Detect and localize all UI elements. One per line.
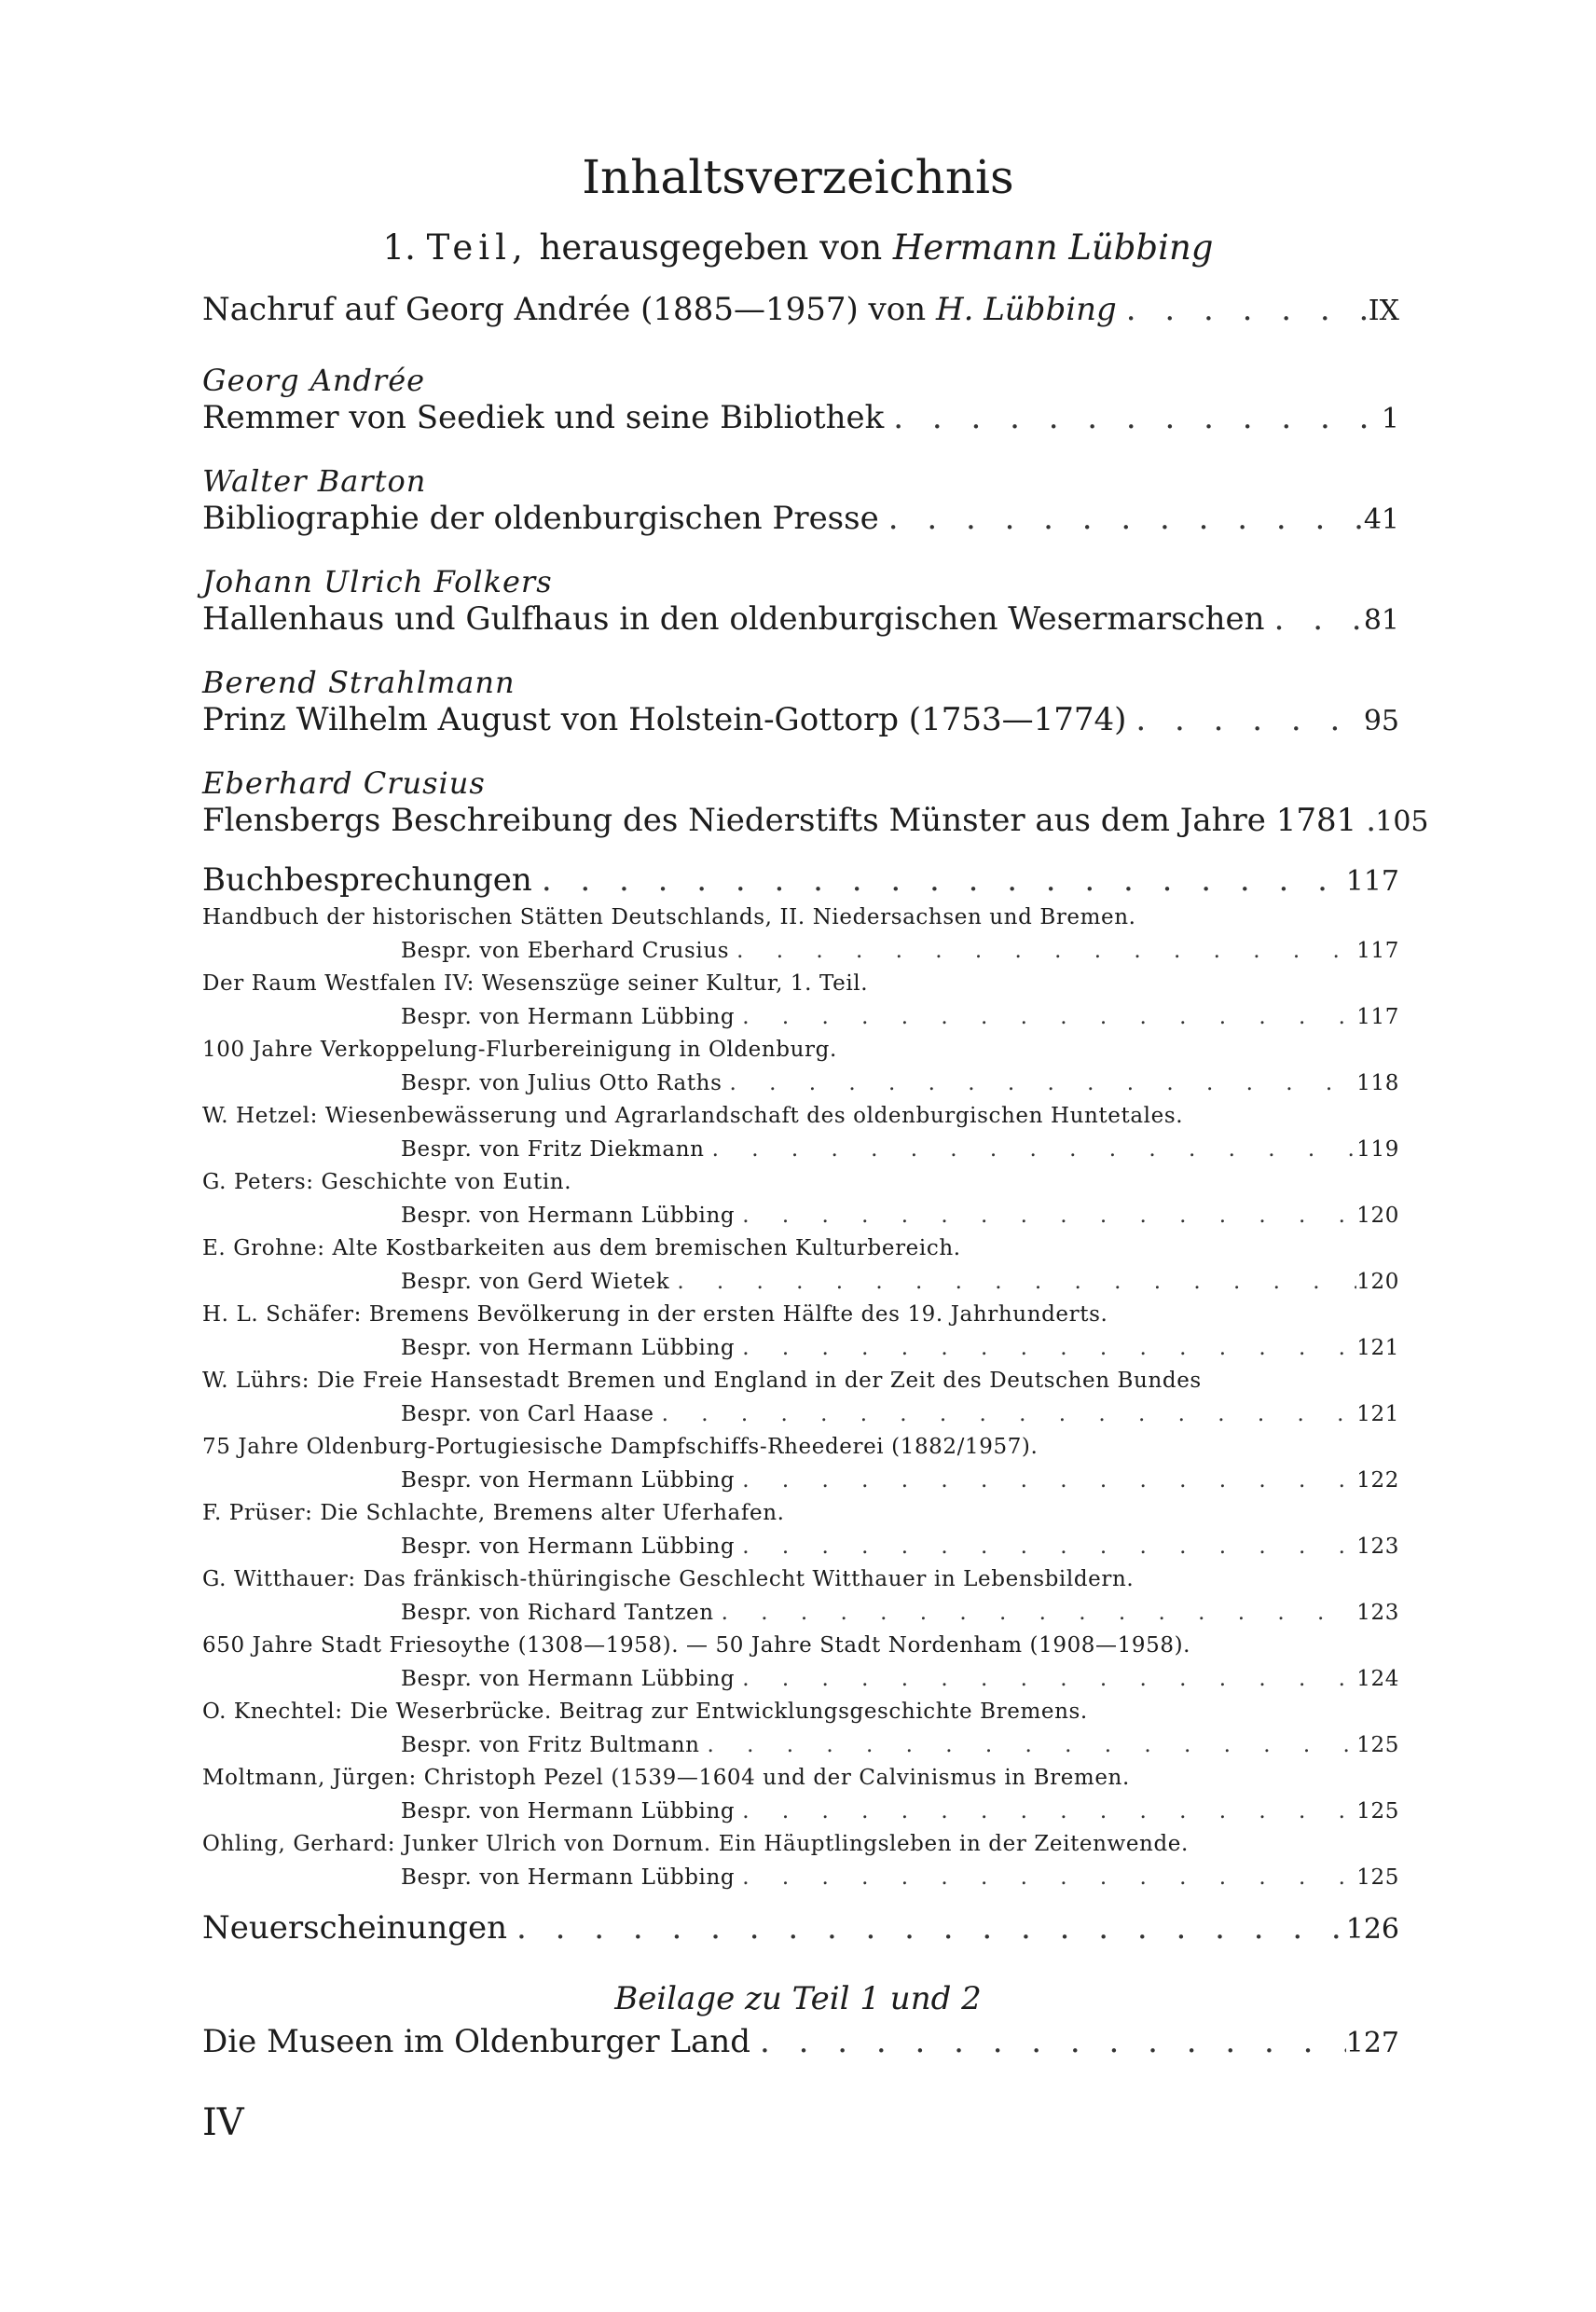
entry-title: Flensbergs Beschreibung des Niederstifts Münster aus dem Jahre 1781 (202, 802, 1357, 839)
entry-title: Prinz Wilhelm August von Holstein-Gottorp (1753—1774) (202, 701, 1127, 738)
toc-entry (202, 498, 1399, 541)
page-number: 81 (1363, 604, 1399, 637)
review-work: 75 Jahre Oldenburg-Portugiesische Dampfschiffs-Rheederei (1882/1957). (202, 1435, 1039, 1459)
review-entry: Bespr. von Fritz Bultmann . . . 125 (401, 1731, 1399, 1759)
part-label: Teil, (426, 227, 529, 268)
review-work: O. Knechtel: Die Weserbrücke. Beitrag zur Entwicklungsgeschichte Bremens. (202, 1700, 1088, 1724)
review-work: 100 Jahre Verkoppelung-Flurbereinigung in Oldenburg. (202, 1038, 837, 1062)
page-title: Inhaltsverzeichnis (582, 150, 1014, 204)
review-work: Moltmann, Jürgen: Christoph Pezel (1539—1604 und der Calvinismus in Bremen. (202, 1766, 1130, 1790)
toc-entry (202, 800, 1429, 843)
entry-author: Johann Ulrich Folkers (202, 564, 553, 599)
review-entry: Bespr. von Hermann Lübbing . . . 123 (401, 1533, 1399, 1561)
review-entry: Bespr. von Carl Haase . . . 121 (401, 1400, 1399, 1428)
leader-dots (1126, 699, 1363, 740)
toc-entry (202, 599, 1399, 641)
toc-entry (202, 289, 1399, 332)
entry-title: Remmer von Seediek und seine Bibliothek (202, 399, 885, 436)
review-work: Handbuch der historischen Stätten Deutschlands, II. Niedersachsen und Bremen. (202, 905, 1136, 929)
leader-dots (879, 498, 1364, 539)
review-work: W. Hetzel: Wiesenbewässerung und Agrarlandschaft des oldenburgischen Huntetales. (202, 1104, 1184, 1128)
review-entry: Bespr. von Gerd Wietek . . . 120 (401, 1268, 1399, 1296)
leader-dots (532, 860, 1346, 901)
leader-dots (1356, 800, 1375, 841)
reviews-section-heading (202, 860, 1399, 902)
entry-author: Georg Andrée (202, 363, 426, 398)
section-title: Die Museen im Oldenburger Land (202, 2023, 750, 2060)
page-number: 117 (1345, 865, 1399, 898)
review-entry: Bespr. von Hermann Lübbing . . . 120 (401, 1202, 1399, 1230)
review-work: Der Raum Westfalen IV: Wesenszüge seiner Kultur, 1. Teil. (202, 971, 869, 996)
toc-entry (202, 397, 1399, 440)
review-work: H. L. Schäfer: Bremens Bevölkerung in der ersten Hälfte des 19. Jahrhunderts. (202, 1302, 1108, 1327)
supplement-entry (202, 2021, 1399, 2064)
editor-name: Hermann Lübbing (892, 227, 1214, 268)
review-entry: Bespr. von Hermann Lübbing . . . 117 (401, 1003, 1399, 1031)
page-number: 105 (1375, 805, 1429, 838)
section-title: Buchbesprechungen (202, 861, 532, 899)
page-number: 1 (1381, 403, 1399, 435)
entry-author: Berend Strahlmann (202, 665, 516, 700)
review-work: W. Lührs: Die Freie Hansestadt Bremen und England in der Zeit des Deutschen Bundes (202, 1369, 1202, 1393)
edited-by-label: herausgegeben von (539, 227, 883, 268)
review-entry: Bespr. von Hermann Lübbing . . . 125 (401, 1864, 1399, 1892)
review-work: G. Peters: Geschichte von Eutin. (202, 1170, 572, 1194)
leader-dots (750, 2021, 1346, 2062)
leader-dots (884, 397, 1382, 438)
entry-title: Bibliographie der oldenburgischen Presse (202, 500, 879, 537)
leader-dots (1265, 599, 1364, 640)
review-work: Ohling, Gerhard: Junker Ulrich von Dornum. Ein Häuptlingsleben in der Zeitenwende. (202, 1832, 1189, 1856)
toc-entry (202, 699, 1399, 742)
review-work: 650 Jahre Stadt Friesoythe (1308—1958). — 50 Jahre Stadt Nordenham (1908—1958). (202, 1633, 1191, 1658)
leader-dots (1117, 289, 1369, 330)
new-publications-entry (202, 1907, 1399, 1950)
page-number: 126 (1345, 1913, 1399, 1946)
review-entry: Bespr. von Richard Tantzen . . . 123 (401, 1599, 1399, 1627)
review-entry: Bespr. von Hermann Lübbing . . . 125 (401, 1797, 1399, 1825)
page-folio: IV (202, 2101, 244, 2144)
page-number: 95 (1363, 705, 1399, 737)
leader-dots (507, 1907, 1346, 1948)
part-heading (0, 227, 1596, 269)
part-number: 1. (382, 227, 416, 268)
page-number: 127 (1345, 2027, 1399, 2059)
page-number: IX (1368, 295, 1399, 327)
review-work: F. Prüser: Die Schlachte, Bremens alter Uferhafen. (202, 1501, 785, 1525)
entry-title: Hallenhaus und Gulfhaus in den oldenburgischen Wesermarschen (202, 600, 1265, 638)
review-work: E. Grohne: Alte Kostbarkeiten aus dem bremischen Kulturbereich. (202, 1236, 961, 1260)
review-entry: Bespr. von Hermann Lübbing . . . 122 (401, 1466, 1399, 1494)
review-entry: Bespr. von Hermann Lübbing . . . 121 (401, 1334, 1399, 1362)
review-entry: Bespr. von Fritz Diekmann . . . 119 (401, 1135, 1399, 1163)
review-entry: Bespr. von Eberhard Crusius . . . 117 (401, 937, 1399, 965)
entry-author: Eberhard Crusius (202, 765, 486, 801)
supplement-heading: Beilage zu Teil 1 und 2 (614, 1980, 982, 2017)
review-work: G. Witthauer: Das fränkisch-thüringische Geschlecht Witthauer in Lebensbildern. (202, 1567, 1135, 1591)
review-entry: Bespr. von Julius Otto Raths . . . 118 (401, 1069, 1399, 1097)
entry-author: Walter Barton (202, 463, 427, 499)
section-title: Neuerscheinungen (202, 1909, 508, 1947)
entry-title: Nachruf auf Georg Andrée (1885—1957) von H. Lübbing (202, 291, 1117, 328)
page-number: 41 (1363, 503, 1399, 536)
review-entry: Bespr. von Hermann Lübbing . . . 124 (401, 1665, 1399, 1693)
